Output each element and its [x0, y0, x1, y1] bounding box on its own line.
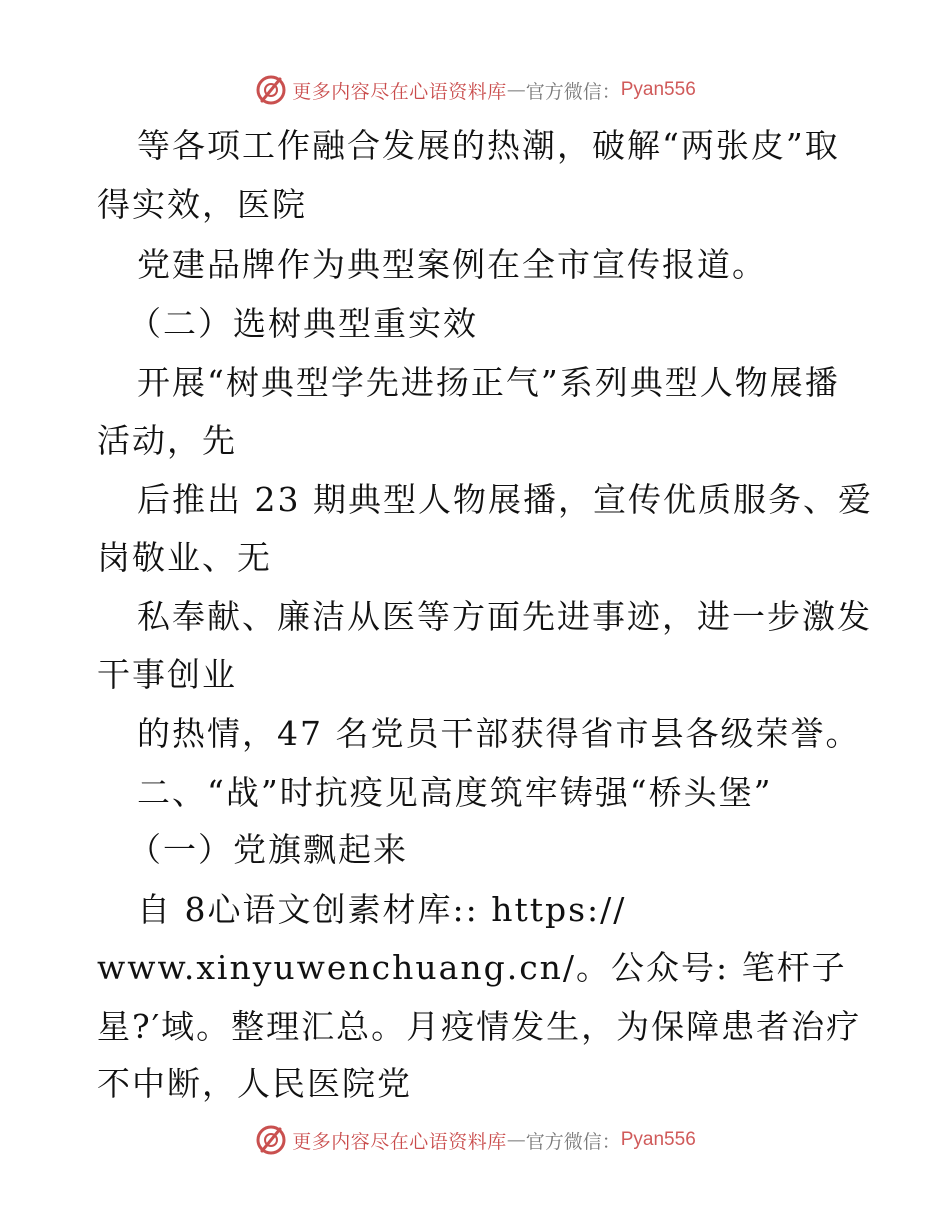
watermark-dash: —	[506, 79, 526, 101]
watermark-wechat-id: Pyan556	[620, 1129, 696, 1150]
body-line: 活动，先	[97, 421, 237, 460]
body-line: 干事创业	[97, 655, 237, 694]
watermark-main-text: 更多内容尽在心语资料库	[292, 1130, 507, 1153]
body-line: 自 8心语文创素材库:: https://	[137, 890, 627, 929]
section-heading: （一）党旗飘起来	[128, 830, 408, 869]
footer-watermark	[0, 1120, 950, 1160]
watermark-sub-text: 官方微信：	[525, 80, 621, 103]
section-heading: （二）选树典型重实效	[128, 304, 478, 343]
body-line: 岗敬业、无	[97, 538, 272, 577]
watermark-logo-icon	[254, 1123, 288, 1157]
body-line: 后推出 23 期典型人物展播，宣传优质服务、爱	[137, 480, 873, 519]
body-line: 等各项工作融合发展的热潮，破解“两张皮”取	[137, 126, 840, 165]
watermark-dash: —	[506, 1129, 526, 1151]
watermark-main-text: 更多内容尽在心语资料库	[292, 80, 507, 103]
body-line: 党建品牌作为典型案例在全市宣传报道。	[137, 245, 767, 284]
body-line: 私奉献、廉洁从医等方面先进事迹，进一步激发	[137, 597, 872, 636]
body-line: 不中断，人民医院党	[97, 1064, 412, 1103]
body-line: 开展“树典型学先进扬正气”系列典型人物展播	[137, 363, 840, 402]
body-line: 的热情，47 名党员干部获得省市县各级荣誉。	[137, 714, 861, 753]
body-line: www.xinyuwenchuang.cn/。公众号: 笔杆子	[97, 948, 847, 987]
body-line: 星?′域。整理汇总。月疫情发生，为保障患者治疗	[97, 1007, 862, 1046]
body-line: 得实效，医院	[97, 185, 307, 224]
watermark-wechat-id: Pyan556	[620, 79, 696, 100]
chapter-heading: 二、“战”时抗疫见高度筑牢铸强“桥头堡”	[137, 773, 773, 812]
watermark-sub-text: 官方微信：	[525, 1130, 621, 1153]
